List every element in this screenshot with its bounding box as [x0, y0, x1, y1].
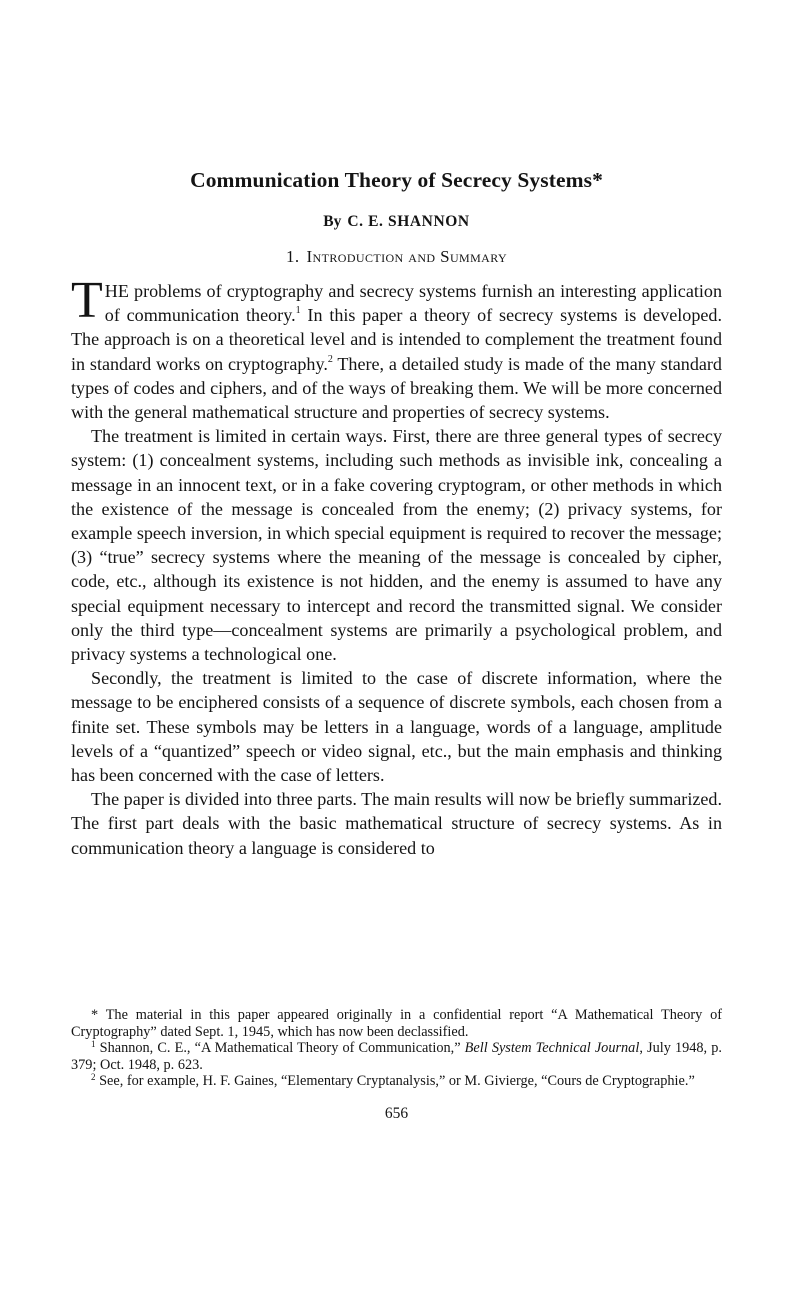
- footnote-2-text: See, for example, H. F. Gaines, “Elementary Cryptanalysis,” or M. Givierge, “Cours de Cryptographie.”: [95, 1073, 695, 1090]
- section-number: 1.: [285, 247, 300, 266]
- section-heading: [71, 247, 722, 267]
- paper-title: Communication Theory of Secrecy Systems*: [190, 168, 603, 192]
- drop-cap: T: [71, 272, 101, 329]
- footnote-star-mark: *: [91, 1007, 99, 1023]
- footnote-2: [71, 1073, 722, 1090]
- footnote-1-pre: Shannon, C. E., “A Mathematical Theory of Communication,”: [95, 1040, 465, 1057]
- footnote-1-mark: 1: [91, 1039, 96, 1050]
- footnote-2-mark: 2: [91, 1072, 96, 1083]
- paragraph-1-text-a: HE problems of cryptography and secrecy systems furnish an interesting application of communication theory.: [104, 281, 722, 326]
- author-name: C. E. SHANNON: [347, 213, 470, 230]
- section-title: Introduction and Summary: [306, 247, 508, 266]
- author-by: By: [323, 213, 342, 230]
- paragraph-1-text-b: In this paper a theory of secrecy systems is developed. The approach is on a theoretical level and is intended to complement the treatment found in standard works on cryptography.: [71, 305, 722, 374]
- footnote-1-post: , July 1948, p. 379; Oct. 1948, p. 623.: [71, 1040, 722, 1073]
- footnote-1-journal: Bell System Technical Journal: [464, 1040, 640, 1057]
- footnote-ref-2: 2: [327, 353, 333, 365]
- paragraph-1-text-c: There, a detailed study is made of the many standard types of codes and ciphers, and of the ways of breaking them. We will be more concerned with the general mathematical structure and properties of secrecy systems.: [71, 353, 722, 423]
- paragraph-4: The paper is divided into three parts. The main results will now be briefly summarized. The first part deals with the basic mathematical structure of secrecy systems. As in communication theory a language is considered to: [71, 789, 722, 858]
- footnote-star-text: The material in this paper appeared originally in a confidential report “A Mathematical Theory of Cryptography” dated Sept. 1, 1945, which has now been declassified.: [71, 1007, 722, 1040]
- paragraph-2: The treatment is limited in certain ways. First, there are three general types of secrecy system: (1) concealment systems, including such methods as invisible ink, concealing a message in an innocent text, or in a fake covering cryptogram, or other methods in which the existence of the message is concealed from the enemy; (2) privacy systems, for example speech inversion, in which special equipment is required to recover the message; (3) “true” secrecy systems where the meaning of the message is concealed by cipher, code, etc., although its existence is not hidden, and the enemy is assumed to have any special equipment necessary to intercept and record the transmitted signal. We consider only the third type—concealment systems are primarily a psychological problem, and privacy systems a technological one.: [71, 426, 722, 665]
- author-line: [71, 213, 722, 231]
- footnote-1: [71, 1040, 722, 1073]
- footnote-star: [71, 1007, 722, 1040]
- page-number: 656: [384, 1105, 409, 1122]
- footnotes: [71, 1007, 722, 1090]
- paragraph-3: Secondly, the treatment is limited to the case of discrete information, where the message to be enciphered consists of a sequence of discrete symbols, each chosen from a finite set. These symbols may be letters in a language, words of a language, amplitude levels of a “quantized” speech or video signal, etc., but the main emphasis and thinking has been concerned with the case of letters.: [71, 668, 722, 786]
- footnote-ref-1: 1: [295, 305, 301, 317]
- paragraph-1: [71, 272, 722, 424]
- body-text: [71, 272, 722, 860]
